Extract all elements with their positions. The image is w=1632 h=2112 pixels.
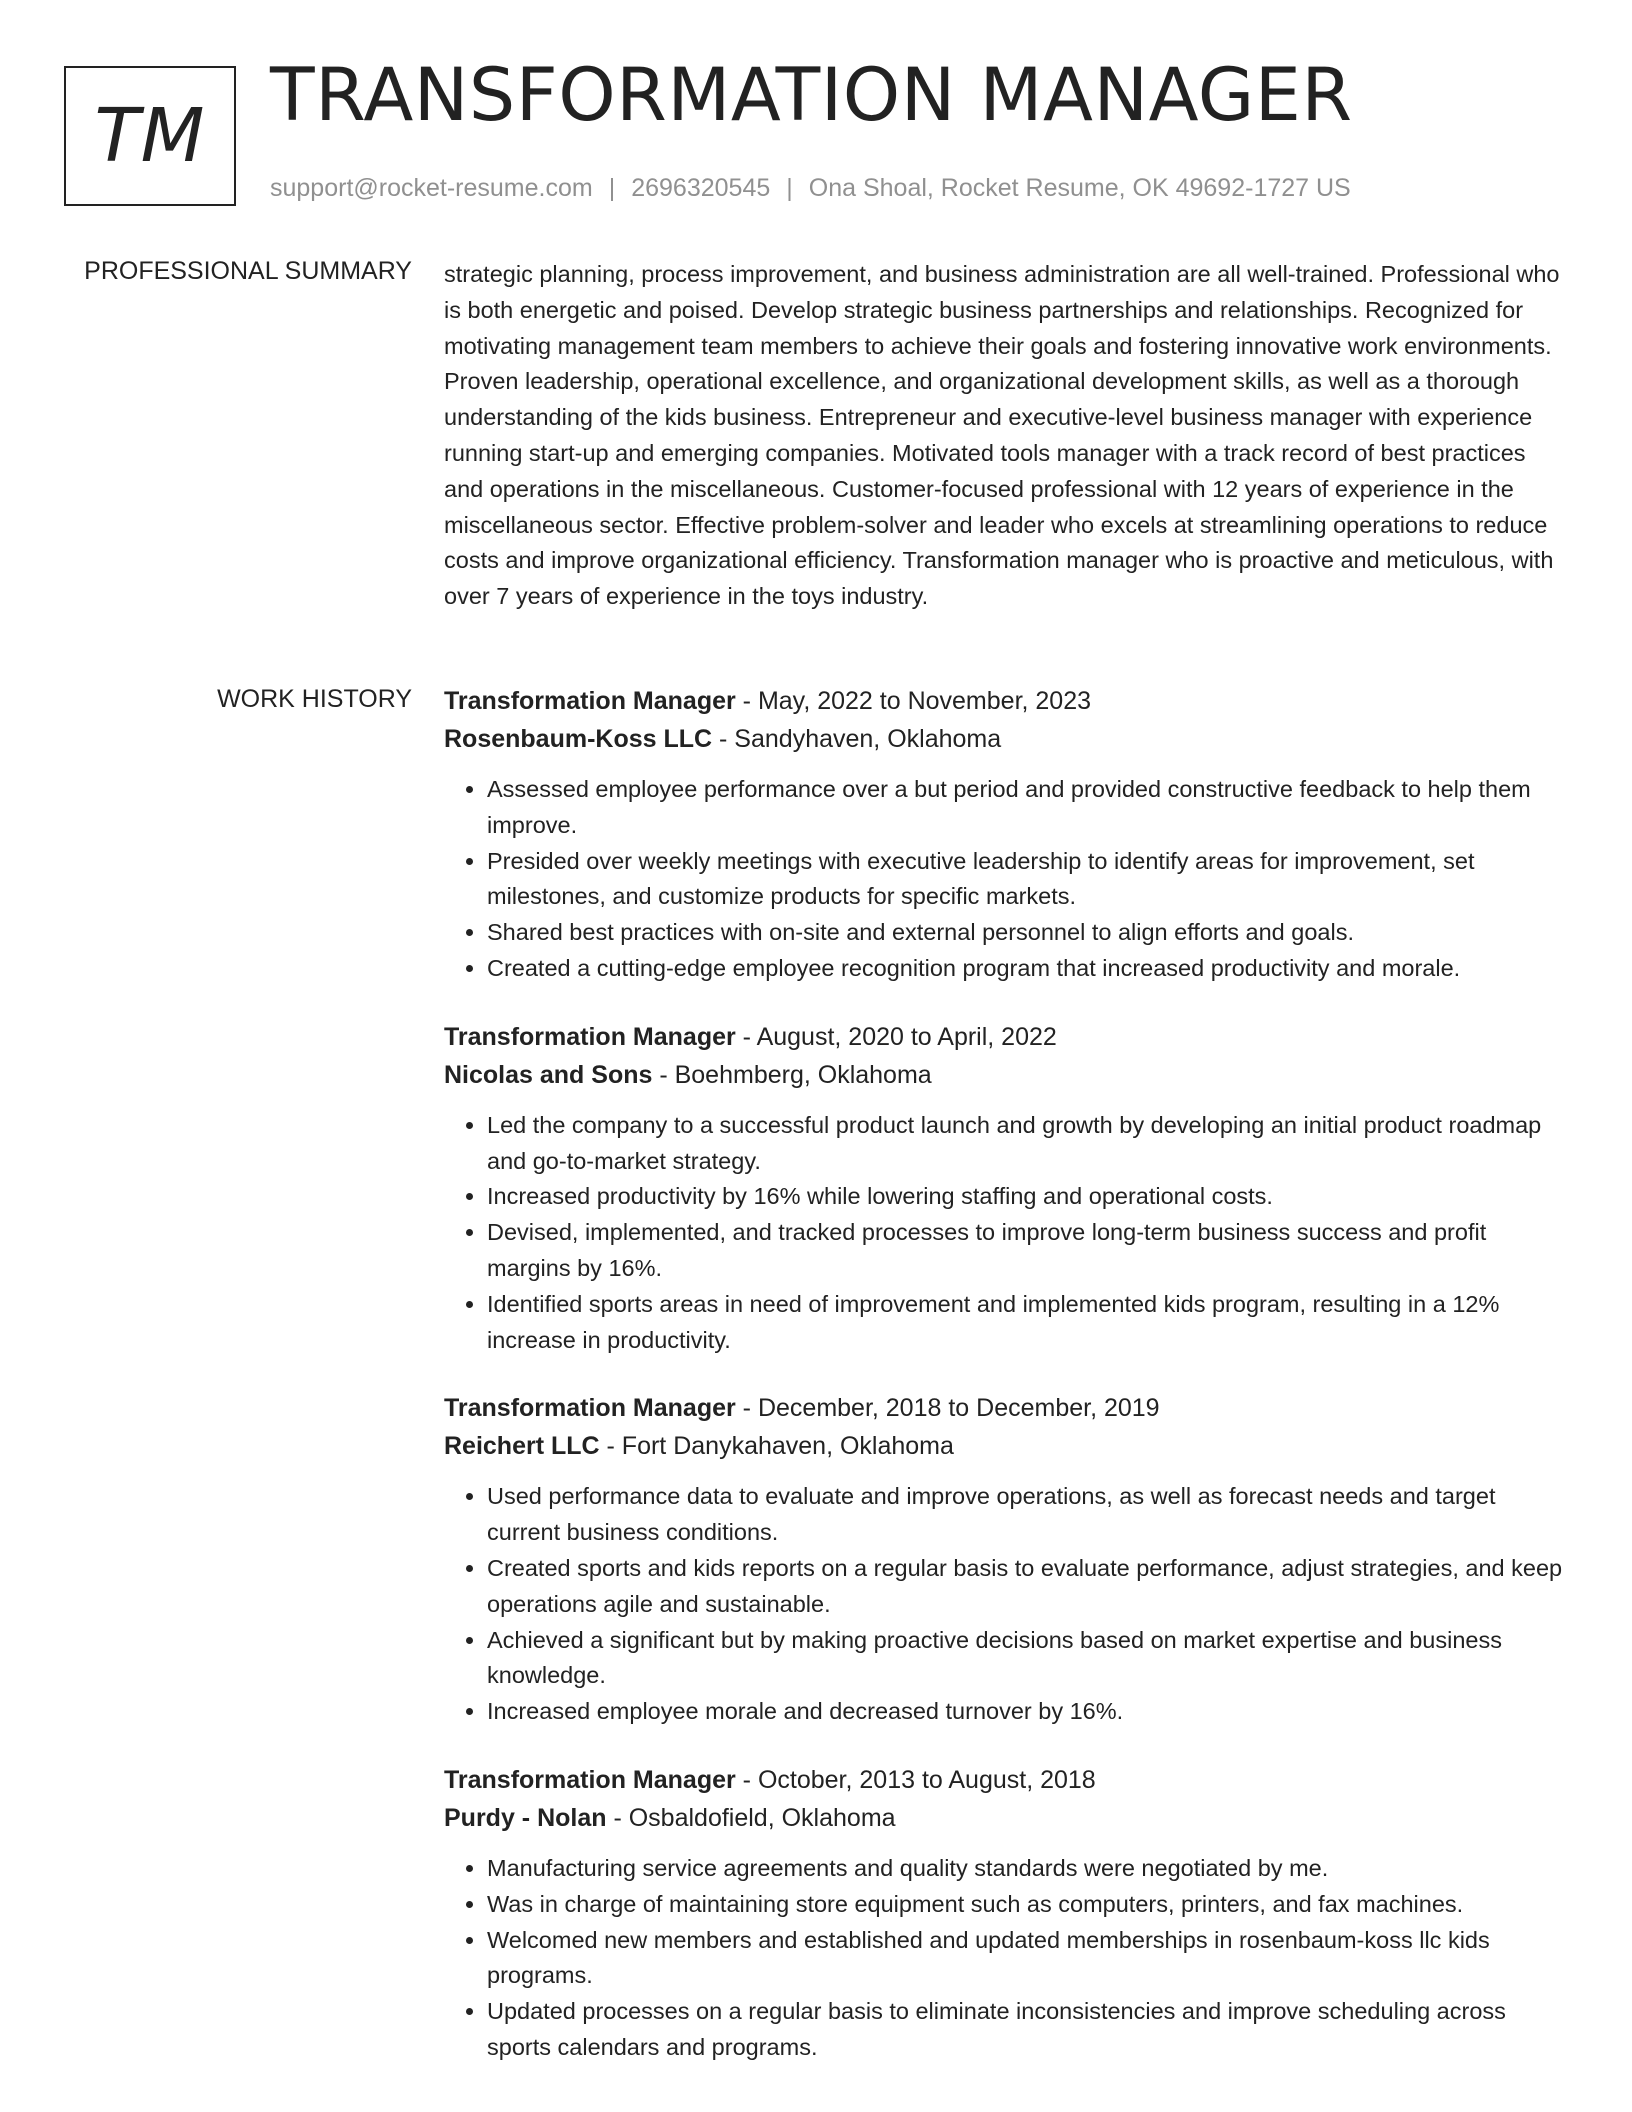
job-title-line <box>444 1018 1564 1056</box>
job-title-line <box>444 1389 1564 1427</box>
job-title: Transformation Manager <box>444 1394 736 1423</box>
job-bullet: • Created a cutting-edge employee recognition program that increased productivity and morale. <box>487 951 1564 987</box>
job-title-line <box>444 682 1564 720</box>
job-entry <box>444 1018 1564 1359</box>
work-history-list <box>444 682 1564 2097</box>
contact-separator: | <box>608 174 616 202</box>
job-bullet: • Manufacturing service agreements and quality standards were negotiated by me. <box>487 1851 1564 1887</box>
job-bullet: • Increased employee morale and decreased turnover by 16%. <box>487 1694 1564 1730</box>
job-company-line <box>444 1799 1564 1837</box>
job-company-line <box>444 1056 1564 1094</box>
job-bullets <box>444 1108 1564 1359</box>
job-title-line <box>444 1761 1564 1799</box>
job-bullets <box>444 772 1564 987</box>
job-bullet: • Identified sports areas in need of improvement and implemented kids program, resulting in a 12% increase in productivity. <box>487 1287 1564 1359</box>
job-company: Purdy - Nolan <box>444 1803 607 1832</box>
contact-email: support@rocket-resume.com <box>270 174 593 202</box>
contact-line <box>270 174 1351 203</box>
job-dates: - October, 2013 to August, 2018 <box>735 1765 1096 1794</box>
job-title: Transformation Manager <box>444 1022 736 1051</box>
job-title: Transformation Manager <box>444 687 736 715</box>
job-company: Rosenbaum-Koss LLC <box>444 725 713 753</box>
initials-text: TM <box>94 93 206 179</box>
job-bullet: • Used performance data to evaluate and improve operations, as well as forecast needs and target current business conditions. <box>487 1479 1564 1551</box>
contact-address: Ona Shoal, Rocket Resume, OK 49692-1727 US <box>808 174 1351 202</box>
job-location: - Boehmberg, Oklahoma <box>652 1060 932 1089</box>
job-bullet: • Presided over weekly meetings with executive leadership to identify areas for improvement, set milestones, and customize products for specific markets. <box>487 844 1564 916</box>
job-location: - Osbaldofield, Oklahoma <box>606 1803 896 1832</box>
job-bullets <box>444 1851 1564 2066</box>
job-bullet: • Assessed employee performance over a but period and provided constructive feedback to help them improve. <box>487 772 1564 844</box>
job-entry <box>444 682 1564 987</box>
job-title: Transformation Manager <box>444 1765 736 1794</box>
job-entry <box>444 1761 1564 2066</box>
job-bullet: • Devised, implemented, and tracked processes to improve long-term business success and profit margins by 16%. <box>487 1215 1564 1287</box>
job-dates: - December, 2018 to December, 2019 <box>735 1394 1160 1423</box>
job-company-line <box>444 720 1564 758</box>
job-company: Nicolas and Sons <box>444 1060 653 1089</box>
job-dates: - August, 2020 to April, 2022 <box>735 1022 1057 1051</box>
job-location: - Sandyhaven, Oklahoma <box>712 725 1002 753</box>
section-label-professional-summary: PROFESSIONAL SUMMARY <box>84 257 412 285</box>
initials-monogram <box>64 66 236 206</box>
job-bullet: • Led the company to a successful product launch and growth by developing an initial product roadmap and go-to-market strategy. <box>487 1108 1564 1180</box>
job-bullets <box>444 1479 1564 1730</box>
job-bullet: • Increased productivity by 16% while lowering staffing and operational costs. <box>487 1179 1564 1215</box>
job-bullet: • Created sports and kids reports on a regular basis to evaluate performance, adjust strategies, and keep operations agile and sustainable. <box>487 1551 1564 1623</box>
section-label-work-history: WORK HISTORY <box>217 685 412 713</box>
job-bullet: • Achieved a significant but by making proactive decisions based on market expertise and business knowledge. <box>487 1623 1564 1695</box>
contact-phone: 2696320545 <box>631 174 771 202</box>
job-dates: - May, 2022 to November, 2023 <box>735 687 1092 715</box>
summary-text: strategic planning, process improvement, and business administration are all well-trained. Professional who is both energetic and poised. Develop strategic business partnerships and relationships. Recognized for motivating management team members to achieve their goals and fostering innovative work environments. Proven leadership, operational excellence, and organizational development skills, as well as a thorough understanding of the kids business. Entrepreneur and executive-level business manager with experience running start-up and emerging companies. Motivated tools manager with a track record of best practices and operations in the miscellaneous. Customer-focused professional with 12 years of experience in the miscellaneous sector. Effective problem-solver and leader who excels at streamlining operations to reduce costs and improve organizational efficiency. Transformation manager who is proactive and meticulous, with over 7 years of experience in the toys industry. <box>444 261 1560 610</box>
job-bullet: • Updated processes on a regular basis to eliminate inconsistencies and improve scheduling across sports calendars and programs. <box>487 1994 1564 2066</box>
contact-separator: | <box>786 174 793 202</box>
job-bullet: • Shared best practices with on-site and external personnel to align efforts and goals. <box>487 915 1564 951</box>
job-entry <box>444 1389 1564 1730</box>
job-location: - Fort Danykahaven, Oklahoma <box>599 1432 954 1461</box>
job-company: Reichert LLC <box>444 1432 600 1461</box>
page-title: TRANSFORMATION MANAGER <box>270 53 1353 138</box>
job-company-line <box>444 1427 1564 1465</box>
job-bullet: • Welcomed new members and established and updated memberships in rosenbaum-koss llc kids programs. <box>487 1923 1564 1995</box>
job-bullet: • Was in charge of maintaining store equipment such as computers, printers, and fax machines. <box>487 1887 1564 1923</box>
